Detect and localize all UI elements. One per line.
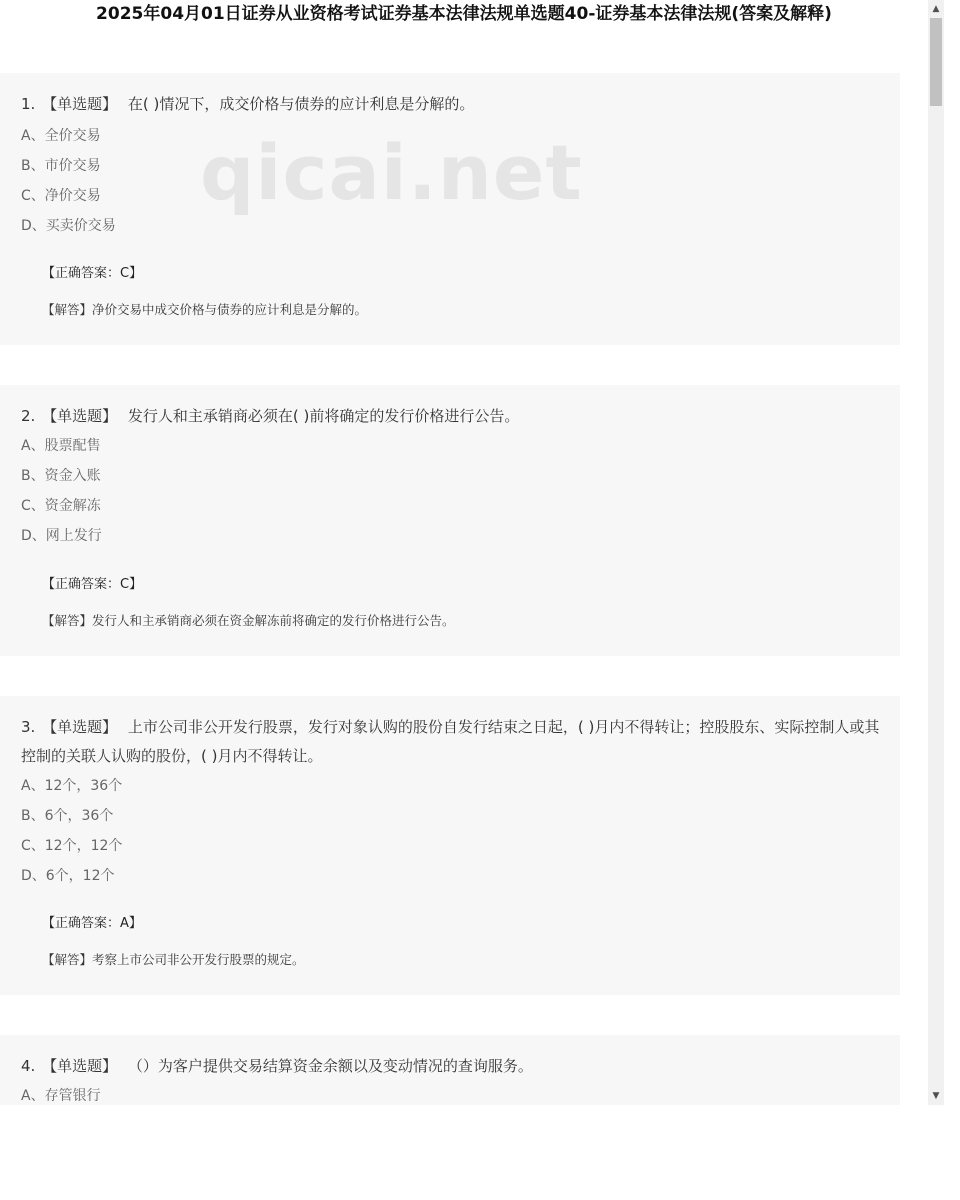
question-stem: [21, 1052, 883, 1081]
question-stem: [21, 90, 883, 119]
question-text: 上市公司非公开发行股票，发行对象认购的股份自发行结束之日起，( )月内不得转让；控股股东、实际控制人或其控制的关联人认购的股份，( )月内不得转让。: [21, 718, 880, 765]
answer-explanation: 【解答】发行人和主承销商必须在资金解冻前将确定的发行价格进行公告。: [42, 613, 455, 628]
question-card: [0, 385, 900, 656]
question-card: [0, 696, 900, 995]
option-c: C、资金解冻: [21, 498, 101, 514]
question-type: 【单选题】: [42, 407, 118, 425]
scrollbar-thumb[interactable]: [930, 18, 942, 106]
question-type: 【单选题】: [42, 1057, 118, 1075]
question-text: 在( )情况下，成交价格与债券的应计利息是分解的。: [127, 95, 475, 113]
question-number: 4.: [21, 1057, 36, 1075]
option-a: A、12个，36个: [21, 778, 123, 794]
scroll-up-arrow-icon[interactable]: ▲: [932, 4, 940, 14]
option-d: D、网上发行: [21, 528, 102, 544]
option-c: C、净价交易: [21, 188, 101, 204]
question-text: 发行人和主承销商必须在( )前将确定的发行价格进行公告。: [127, 407, 520, 425]
option-b: B、6个，36个: [21, 808, 114, 824]
question-type: 【单选题】: [42, 95, 118, 113]
option-d: D、6个，12个: [21, 868, 115, 884]
question-card: [0, 73, 900, 345]
question-stem: [21, 402, 883, 431]
correct-answer: 【正确答案：C】: [42, 577, 143, 592]
option-a: A、存管银行: [21, 1088, 101, 1104]
correct-answer: 【正确答案：C】: [42, 266, 143, 281]
question-card: [0, 1035, 900, 1105]
question-number: 1.: [21, 95, 36, 113]
question-number: 3.: [21, 718, 36, 736]
correct-answer: 【正确答案：A】: [42, 916, 142, 931]
question-number: 2.: [21, 407, 36, 425]
option-d: D、买卖价交易: [21, 218, 116, 234]
question-type: 【单选题】: [42, 718, 118, 736]
option-c: C、12个，12个: [21, 838, 123, 854]
option-a: A、全价交易: [21, 128, 101, 144]
scroll-down-arrow-icon[interactable]: ▼: [932, 1091, 940, 1101]
page-title: 2025年04月01日证券从业资格考试证券基本法律法规单选题40-证券基本法律法规(答案及解释): [96, 4, 832, 24]
question-stem: [21, 713, 883, 771]
answer-explanation: 【解答】净价交易中成交价格与债券的应计利息是分解的。: [42, 302, 368, 317]
question-text: （）为客户提供交易结算资金余额以及变动情况的查询服务。: [127, 1057, 533, 1075]
option-b: B、市价交易: [21, 158, 101, 174]
option-b: B、资金入账: [21, 468, 101, 484]
vertical-scrollbar[interactable]: [928, 0, 944, 1105]
option-a: A、股票配售: [21, 438, 101, 454]
answer-explanation: 【解答】考察上市公司非公开发行股票的规定。: [42, 952, 305, 967]
